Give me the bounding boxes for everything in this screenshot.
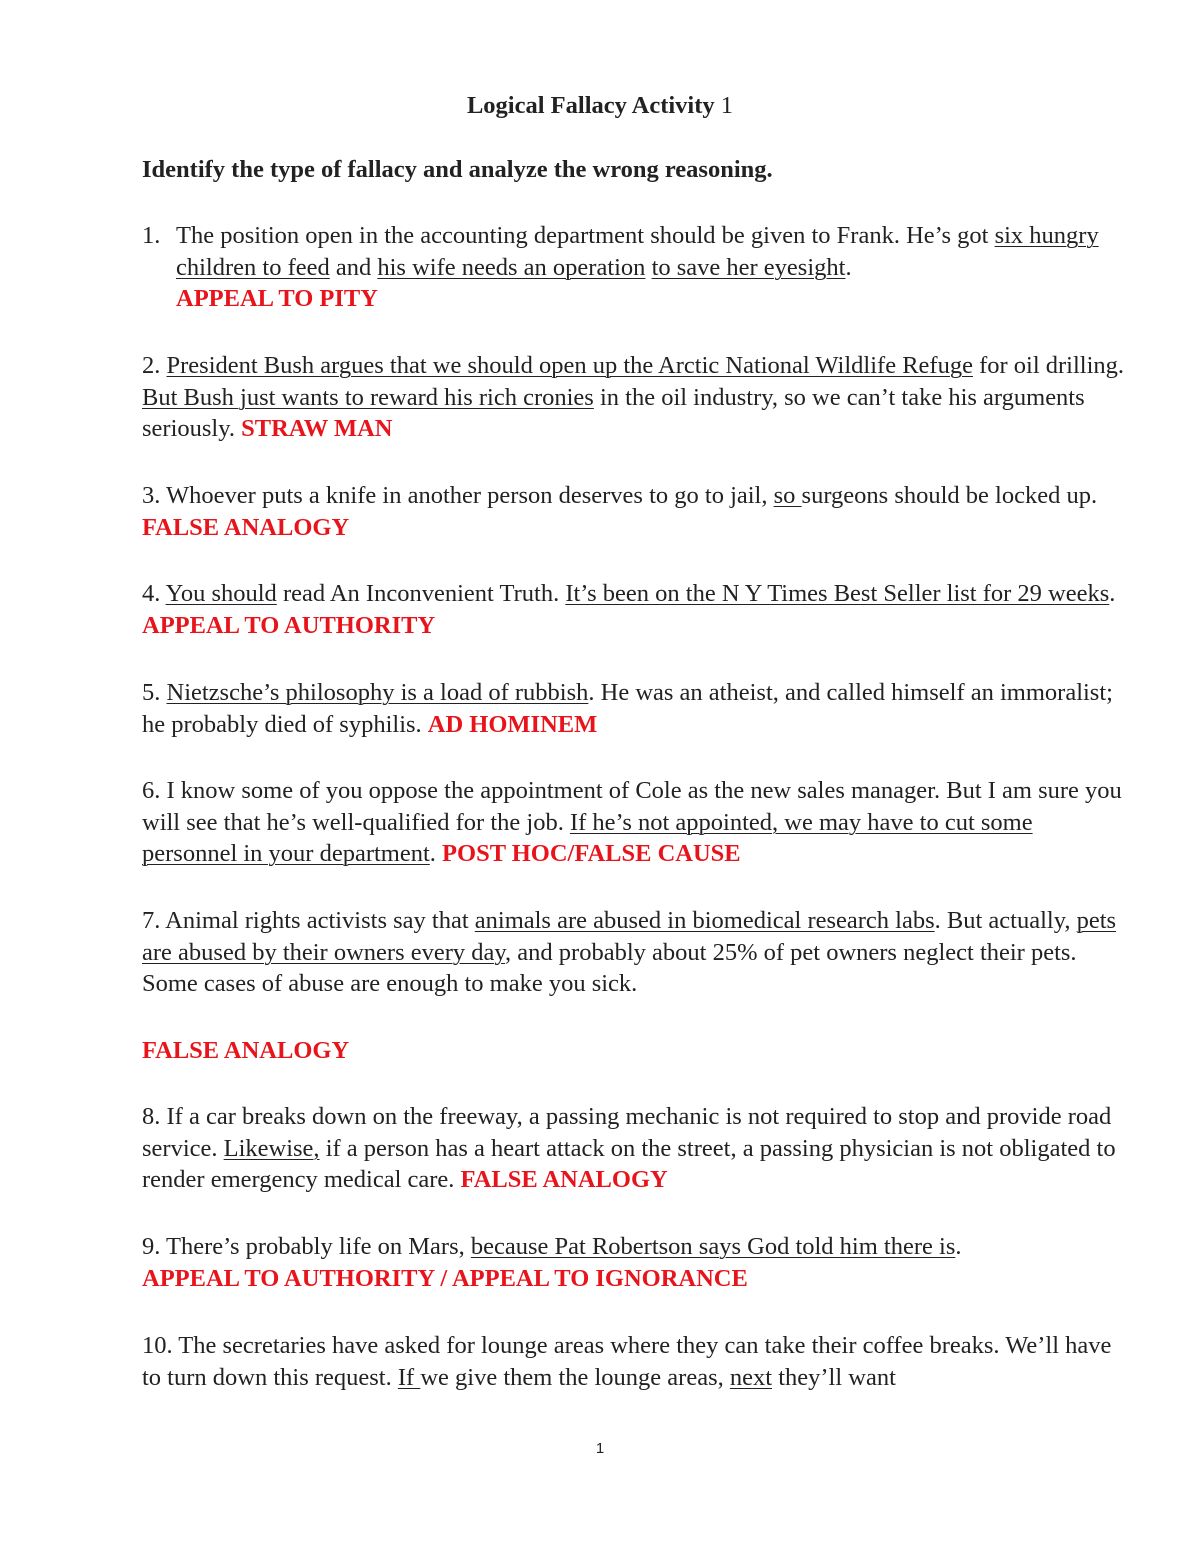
question-8 (142, 1101, 1132, 1196)
question-3-text: 3. Whoever puts a knife in another person deserves to go to jail, (142, 482, 774, 509)
question-1-text: The position open in the accounting department should be given to Frank. He’s got (176, 222, 995, 249)
question-4-answer: APPEAL TO AUTHORITY (142, 611, 436, 639)
question-1-underline: his wife needs an operation (377, 253, 646, 281)
question-2-text: in the oil industry, so we can’t take his arguments seriously. (142, 383, 1085, 442)
page-number: 1 (595, 1440, 605, 1457)
question-7-text: 7. Animal rights activists say that (142, 907, 475, 934)
question-10-text: we give them the lounge areas, (420, 1363, 730, 1391)
question-1-underline: to save her eyesight (651, 253, 846, 281)
question-1-text: and (329, 253, 378, 281)
question-10-text: they’ll want (772, 1363, 896, 1391)
question-4-text: . (1109, 580, 1116, 607)
question-5-answer: AD HOMINEM (427, 710, 598, 738)
question-9 (142, 1231, 1132, 1294)
question-6-text: 6. I know some of you oppose the appointment of Cole as the new sales manager. But I am sure you will see that he’s well-qualified for the job. (142, 777, 1122, 836)
question-2 (142, 350, 1132, 445)
question-10-underline: If (397, 1363, 421, 1391)
question-2-underline: But Bush just wants to reward his rich cronies (142, 383, 594, 411)
question-4-text: read An Inconvenient Truth. (276, 580, 566, 607)
question-3-underline: so (773, 482, 802, 509)
question-8-text: 8. If a car breaks down on the freeway, a passing mechanic is not required to stop and provide road service. (142, 1103, 1112, 1162)
question-4 (142, 578, 1132, 641)
question-10 (142, 1330, 1132, 1393)
question-5-text: . He was an atheist, and called himself an immoralist; he probably died of syphilis. (142, 679, 1113, 738)
question-8-text: if a person has a heart attack on the street, a passing physician is not obligated to render emergency medical care. (142, 1134, 1116, 1193)
question-7-underline: pets are abused by their owners every day (142, 907, 1117, 966)
question-9-answer: APPEAL TO AUTHORITY / APPEAL TO IGNORANCE (142, 1264, 748, 1292)
question-4-underline: You should (165, 580, 277, 607)
question-7 (142, 905, 1132, 1000)
question-2-text: for oil drilling. (972, 352, 1125, 379)
question-2-answer: STRAW MAN (241, 415, 393, 442)
question-5-underline: Nietzsche’s philosophy is a load of rubbish (166, 679, 589, 706)
question-1-number: 1. (142, 222, 161, 249)
instructions: Identify the type of fallacy and analyze the wrong reasoning. (142, 156, 773, 183)
question-9-text: . (955, 1233, 962, 1260)
question-6-text: . (429, 840, 443, 867)
title-number: 1 (720, 92, 734, 119)
question-6 (142, 775, 1132, 870)
question-3-text: surgeons should be locked up. (801, 482, 1098, 509)
question-4-text: 4. (142, 580, 166, 607)
question-2-underline: President Bush argues that we should open up the Arctic National Wildlife Refuge (166, 352, 973, 379)
question-9-underline: because Pat Robertson says God told him there is (470, 1233, 956, 1260)
question-8-answer: FALSE ANALOGY (460, 1166, 668, 1193)
question-7-underline: animals are abused in biomedical research labs (474, 907, 935, 934)
question-7-answer: FALSE ANALOGY (142, 1037, 350, 1064)
question-4-underline: It’s been on the N Y Times Best Seller list for 29 weeks (565, 580, 1110, 607)
question-6-answer: POST HOC/FALSE CAUSE (442, 840, 741, 867)
question-2-number: 2. (142, 352, 167, 379)
question-6-underline: If he’s not appointed, we may have to cut some personnel in your department (142, 808, 1033, 867)
question-5-text: 5. (142, 679, 167, 706)
question-3 (142, 480, 1132, 543)
question-5 (142, 677, 1132, 740)
page-title (0, 90, 1200, 122)
question-10-text: 10. The secretaries have asked for lounge areas where they can take their coffee breaks. We’ll have to turn down this request. (142, 1332, 1112, 1391)
question-1 (142, 220, 1136, 315)
question-9-text: 9. There’s probably life on Mars, (142, 1233, 471, 1260)
question-1-text: . (845, 253, 852, 281)
question-10-underline: next (729, 1363, 773, 1391)
question-3-answer: FALSE ANALOGY (142, 513, 350, 541)
question-1-answer: APPEAL TO PITY (176, 285, 378, 312)
question-1-underline: six hungry children to feed (176, 222, 1099, 281)
title-text: Logical Fallacy Activity (466, 92, 715, 119)
question-8-underline: Likewise, (223, 1134, 320, 1162)
question-7-text: , and probably about 25% of pet owners neglect their pets. Some cases of abuse are enough to make you sick. (142, 938, 1077, 997)
question-7-text: . But actually, (934, 907, 1077, 934)
